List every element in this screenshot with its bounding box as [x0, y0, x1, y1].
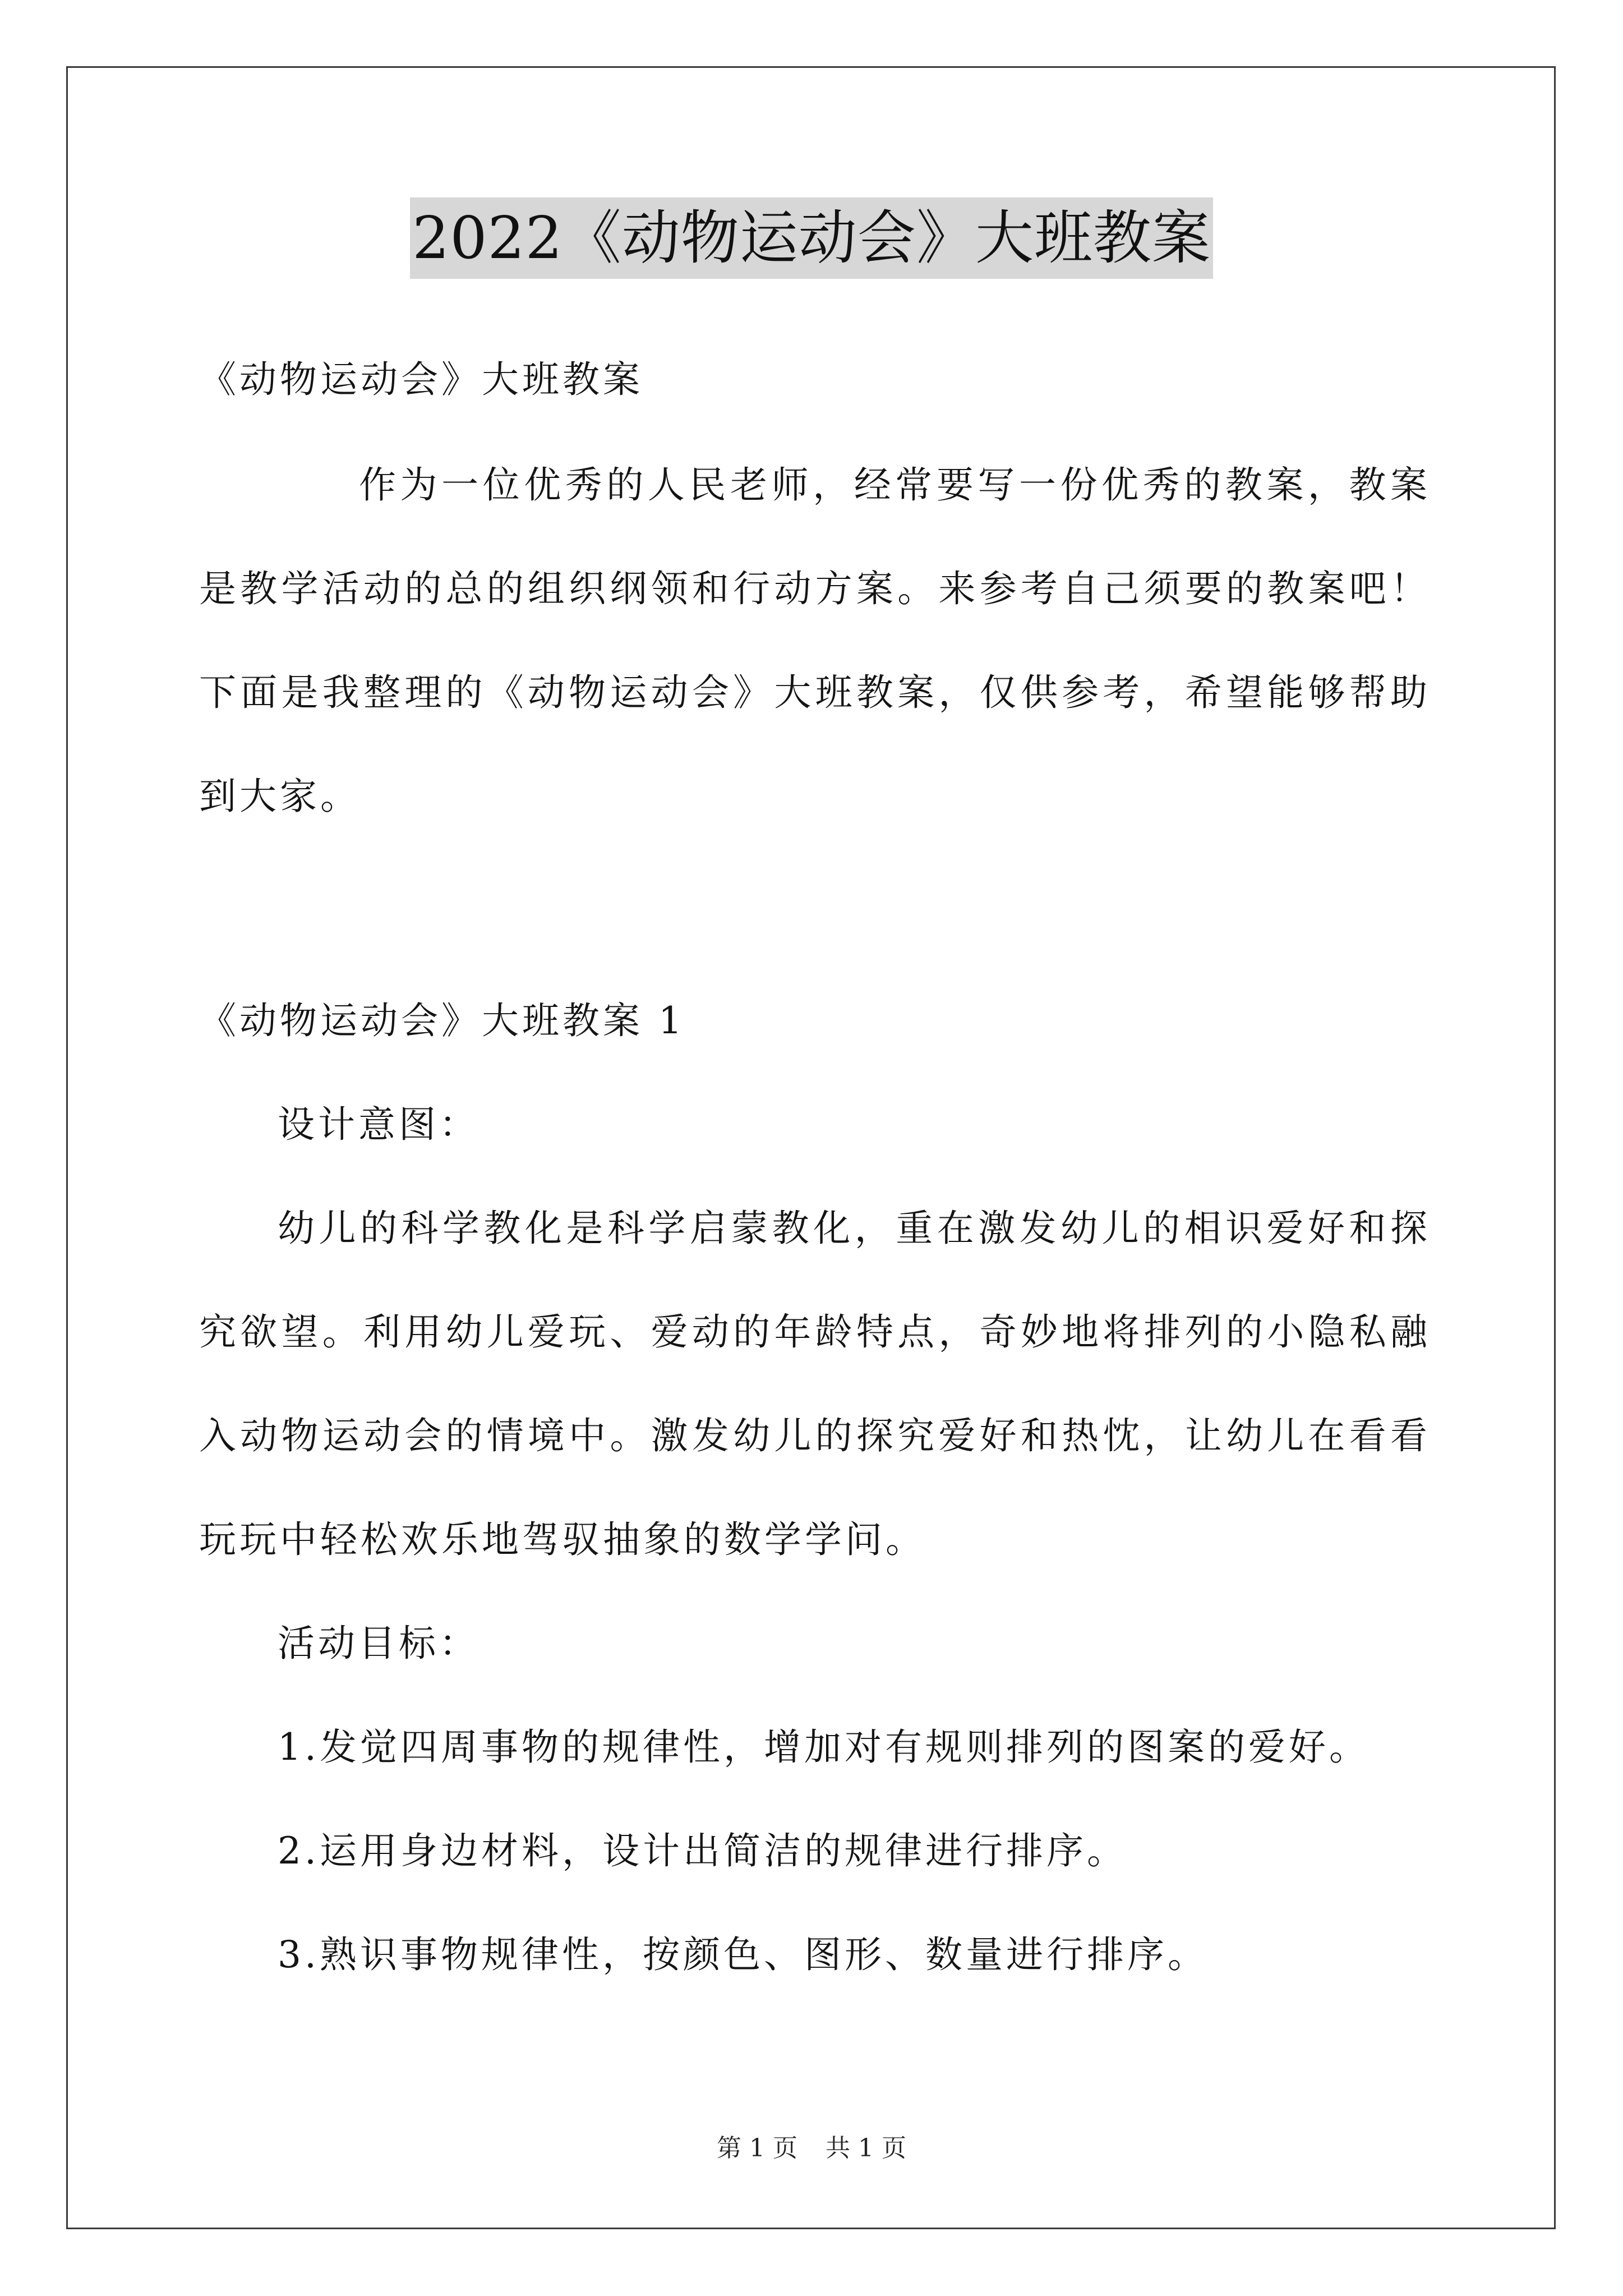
document-title: 2022《动物运动会》大班教案 — [410, 197, 1213, 279]
design-line: 幼儿的科学教化是科学启蒙教化，重在激发幼儿的相识爱好和探 — [278, 1207, 1427, 1250]
intro-line: 是教学活动的总的组织纲领和行动方案。来参考自己须要的教案吧！ — [199, 567, 1427, 610]
goal-item: 2.运用身边材料，设计出简洁的规律进行排序。 — [278, 1829, 1127, 1872]
design-label: 设计意图： — [278, 1103, 479, 1146]
intro-line: 作为一位优秀的人民老师，经常要写一份优秀的教案，教案 — [359, 463, 1427, 507]
section-heading: 《动物运动会》大班教案 1 — [199, 999, 685, 1042]
document-subtitle: 《动物运动会》大班教案 — [199, 358, 643, 401]
design-line: 玩玩中轻松欢乐地驾驭抽象的数学学问。 — [199, 1518, 926, 1561]
goal-item: 1.发觉四周事物的规律性，增加对有规则排列的图案的爱好。 — [278, 1726, 1370, 1769]
goal-item: 3.熟识事物规律性，按颜色、图形、数量进行排序。 — [278, 1933, 1208, 1976]
title-container — [0, 197, 1623, 279]
design-line: 入动物运动会的情境中。激发幼儿的探究爱好和热忱，让幼儿在看看 — [199, 1414, 1427, 1457]
page-footer — [0, 2132, 1623, 2165]
page-number-total: 共 1 页 — [826, 2134, 906, 2162]
intro-line: 下面是我整理的《动物运动会》大班教案，仅供参考，希望能够帮助 — [199, 671, 1427, 714]
design-line: 究欲望。利用幼儿爱玩、爱动的年龄特点，奇妙地将排列的小隐私融 — [199, 1310, 1427, 1354]
goals-label: 活动目标： — [278, 1622, 479, 1665]
page-number-current: 第 1 页 — [717, 2134, 797, 2162]
intro-line: 到大家。 — [199, 775, 361, 818]
